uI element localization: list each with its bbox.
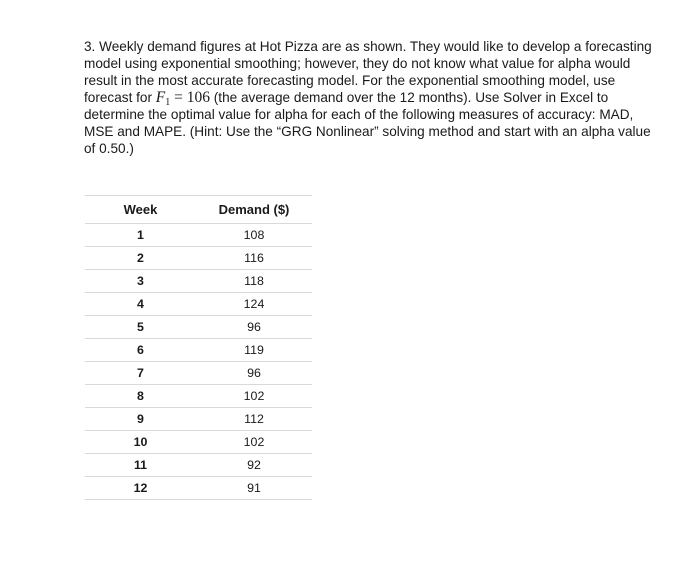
week-cell: 3: [85, 270, 196, 293]
formula-subscript: 1: [165, 97, 171, 108]
demand-cell: 119: [196, 339, 312, 362]
table-row: [85, 431, 312, 454]
demand-cell: 124: [196, 293, 312, 316]
demand-cell: 108: [196, 224, 312, 247]
demand-cell: 118: [196, 270, 312, 293]
table-row: [85, 293, 312, 316]
demand-cell: 92: [196, 454, 312, 477]
formula-value: = 106: [170, 89, 210, 106]
formula-variable: F: [155, 89, 166, 106]
table-row: [85, 477, 312, 500]
demand-cell: 102: [196, 385, 312, 408]
demand-cell: 102: [196, 431, 312, 454]
table-row: [85, 454, 312, 477]
week-cell: 2: [85, 247, 196, 270]
problem-text-part2: (the average demand over the 12 months). Use Solver in Excel to determine the optimal value for alpha for each of the following measures of accuracy: MAD, MSE and MAPE. (Hint: Use the “GRG Nonlinear” solving method and start with an alpha value of 0.50.): [84, 90, 651, 156]
week-cell: 7: [85, 362, 196, 385]
table-row: [85, 270, 312, 293]
table-row: [85, 247, 312, 270]
forecast-formula: [156, 89, 210, 106]
week-cell: 8: [85, 385, 196, 408]
table-row: [85, 224, 312, 247]
demand-cell: 96: [196, 316, 312, 339]
demand-cell: 112: [196, 408, 312, 431]
week-cell: 12: [85, 477, 196, 500]
week-cell: 11: [85, 454, 196, 477]
demand-cell: 96: [196, 362, 312, 385]
table-row: [85, 408, 312, 431]
table-header-row: [85, 196, 312, 224]
week-cell: 4: [85, 293, 196, 316]
table-row: [85, 316, 312, 339]
demand-table: [85, 195, 312, 500]
week-column-header: Week: [85, 196, 196, 224]
table-row: [85, 385, 312, 408]
problem-text-part1: 3. Weekly demand figures at Hot Pizza are as shown. They would like to develop a forecasting model using exponential smoothing; however, they do not know what value for alpha would result in the most accurate forecasting model. For the exponential smoothing model, use forecast for: [84, 39, 652, 105]
table-row: [85, 362, 312, 385]
table-row: [85, 339, 312, 362]
week-cell: 10: [85, 431, 196, 454]
demand-cell: 116: [196, 247, 312, 270]
week-cell: 6: [85, 339, 196, 362]
week-cell: 5: [85, 316, 196, 339]
week-cell: 9: [85, 408, 196, 431]
demand-cell: 91: [196, 477, 312, 500]
problem-statement: [84, 38, 654, 157]
demand-column-header: Demand ($): [196, 196, 312, 224]
week-cell: 1: [85, 224, 196, 247]
